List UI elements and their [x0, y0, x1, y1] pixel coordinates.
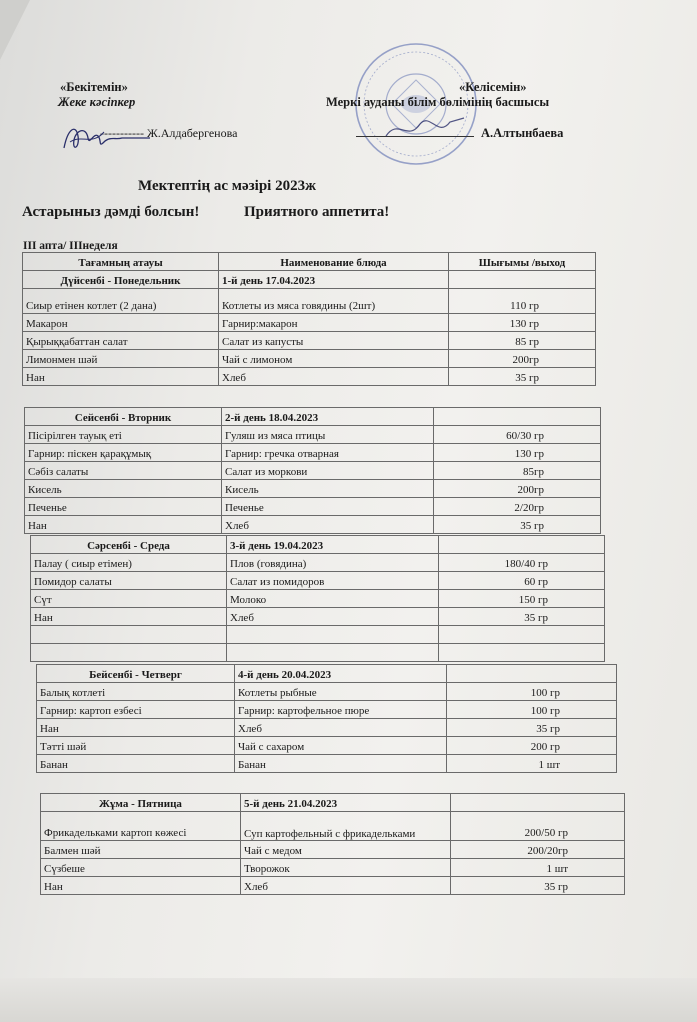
- dish-yield: 35 гр: [447, 719, 617, 737]
- table-row: [41, 859, 625, 877]
- dish-ru: [227, 644, 439, 662]
- table-row: [31, 626, 605, 644]
- dish-kz: Нан: [23, 368, 219, 386]
- dish-kz: Сиыр етінен котлет (2 дана): [23, 289, 219, 314]
- day-date: 1-й день 17.04.2023: [219, 271, 449, 289]
- page-bottom-shadow: [0, 978, 697, 1022]
- dish-kz: Пісірілген тауық еті: [25, 426, 222, 444]
- table-row: [23, 314, 596, 332]
- table-row: [37, 683, 617, 701]
- dish-ru: Хлеб: [219, 368, 449, 386]
- menu-table-wednesday: [30, 535, 605, 662]
- table-row: [41, 877, 625, 895]
- dish-kz: Сүт: [31, 590, 227, 608]
- approve-left-label: «Бекітемін»: [60, 80, 128, 94]
- day-name: Сейсенбі - Вторник: [25, 408, 222, 426]
- dish-yield: 200/50 гр: [451, 812, 625, 841]
- dish-kz: Нан: [31, 608, 227, 626]
- day-empty: [449, 271, 596, 289]
- dish-yield: 1 шт: [447, 755, 617, 773]
- dish-kz: Гарнир: піскен қарақұмық: [25, 444, 222, 462]
- dish-ru: Салат из помидоров: [227, 572, 439, 590]
- table-header-row: [23, 253, 596, 271]
- dish-yield: 2/20гр: [434, 498, 601, 516]
- dish-ru: Гарнир:макарон: [219, 314, 449, 332]
- dish-ru: Банан: [235, 755, 447, 773]
- menu-table-tuesday: [24, 407, 601, 534]
- dish-kz: Балық котлеті: [37, 683, 235, 701]
- day-empty: [434, 408, 601, 426]
- table-row: [23, 332, 596, 350]
- dish-ru: Салат из капусты: [219, 332, 449, 350]
- table-row: [37, 755, 617, 773]
- table-row: [41, 841, 625, 859]
- dish-ru: Суп картофельный с фрикадельками: [241, 812, 451, 841]
- dish-ru: Котлеты рыбные: [235, 683, 447, 701]
- dish-yield: 150 гр: [439, 590, 605, 608]
- dish-ru: Чай с сахаром: [235, 737, 447, 755]
- dish-kz: Нан: [37, 719, 235, 737]
- dish-kz: Тәтті шәй: [37, 737, 235, 755]
- dish-yield: 200/20гр: [451, 841, 625, 859]
- dish-yield: 85гр: [434, 462, 601, 480]
- dish-yield: 130 гр: [434, 444, 601, 462]
- table-row: [25, 516, 601, 534]
- dish-kz: Сүзбеше: [41, 859, 241, 877]
- signature-right: [378, 108, 468, 146]
- dish-kz: Қырыққабаттан салат: [23, 332, 219, 350]
- table-row: [31, 608, 605, 626]
- day-name: Сәрсенбі - Среда: [31, 536, 227, 554]
- dish-yield: 35 гр: [434, 516, 601, 534]
- table-row: [25, 498, 601, 516]
- week-label: III апта/ IIIнеделя: [23, 240, 118, 252]
- dish-yield: 35 гр: [439, 608, 605, 626]
- dish-ru: Чай с лимоном: [219, 350, 449, 368]
- day-header-row: [41, 794, 625, 812]
- dish-ru: Хлеб: [222, 516, 434, 534]
- day-name: Дүйсенбі - Понедельник: [23, 271, 219, 289]
- approve-left-role: Жеке кәсіпкер: [58, 95, 136, 109]
- dish-ru: Кисель: [222, 480, 434, 498]
- dish-kz: Макарон: [23, 314, 219, 332]
- dish-kz: Палау ( сиыр етімен): [31, 554, 227, 572]
- table-row: [25, 462, 601, 480]
- dish-ru: Творожок: [241, 859, 451, 877]
- dish-yield: 100 гр: [447, 683, 617, 701]
- dish-yield: 200гр: [434, 480, 601, 498]
- dish-ru: Гуляш из мяса птицы: [222, 426, 434, 444]
- dish-ru: Молоко: [227, 590, 439, 608]
- table-row: [31, 554, 605, 572]
- day-name: Бейсенбі - Четверг: [37, 665, 235, 683]
- table-row: [37, 719, 617, 737]
- col-header-kz: Тағамның атауы: [23, 253, 219, 271]
- greeting-kz: Астарыныз дәмді болсын!: [22, 204, 200, 220]
- dish-yield: 130 гр: [449, 314, 596, 332]
- dish-ru: Гарнир: картофельное пюре: [235, 701, 447, 719]
- dish-yield: 85 гр: [449, 332, 596, 350]
- day-empty: [439, 536, 605, 554]
- dish-yield: 200гр: [449, 350, 596, 368]
- col-header-ru: Наименование блюда: [219, 253, 449, 271]
- dish-ru: Хлеб: [241, 877, 451, 895]
- day-empty: [447, 665, 617, 683]
- table-row: [37, 737, 617, 755]
- table-row: [25, 426, 601, 444]
- table-row: [31, 572, 605, 590]
- signature-left: [58, 118, 154, 158]
- day-header-row: [25, 408, 601, 426]
- dish-yield: 60/30 гр: [434, 426, 601, 444]
- dish-yield: [439, 644, 605, 662]
- dish-kz: [31, 644, 227, 662]
- table-row: [23, 289, 596, 314]
- dish-kz: Нан: [25, 516, 222, 534]
- dish-ru: Плов (говядина): [227, 554, 439, 572]
- dish-kz: Гарнир: картоп езбесі: [37, 701, 235, 719]
- dish-kz: Нан: [41, 877, 241, 895]
- dish-yield: 1 шт: [451, 859, 625, 877]
- dish-ru: Гарнир: гречка отварная: [222, 444, 434, 462]
- dish-yield: 200 гр: [447, 737, 617, 755]
- day-name: Жұма - Пятница: [41, 794, 241, 812]
- dish-yield: 35 гр: [449, 368, 596, 386]
- menu-table-monday: [22, 252, 596, 386]
- greeting-ru: Приятного аппетита!: [244, 204, 390, 220]
- dish-ru: Салат из моркови: [222, 462, 434, 480]
- table-row: [23, 368, 596, 386]
- approve-right-role: Меркі ауданы білім бөлімінің басшысы: [326, 95, 550, 109]
- dish-ru: Котлеты из мяса говядины (2шт): [219, 289, 449, 314]
- dish-yield: 35 гр: [451, 877, 625, 895]
- dish-yield: [439, 626, 605, 644]
- approve-right-label: «Келісемін»: [459, 80, 527, 94]
- dish-kz: [31, 626, 227, 644]
- col-header-yield: Шығымы /выход: [449, 253, 596, 271]
- day-date: 2-й день 18.04.2023: [222, 408, 434, 426]
- dish-kz: Лимонмен шәй: [23, 350, 219, 368]
- table-row: [31, 590, 605, 608]
- day-date: 4-й день 20.04.2023: [235, 665, 447, 683]
- menu-table-friday: [40, 793, 625, 895]
- table-row: [37, 701, 617, 719]
- dish-ru: Хлеб: [227, 608, 439, 626]
- table-row: [31, 644, 605, 662]
- approve-left-name: ----------- Ж.Алдабергенова: [100, 126, 238, 140]
- dish-kz: Балмен шәй: [41, 841, 241, 859]
- dish-yield: 110 гр: [449, 289, 596, 314]
- dish-ru: Чай с медом: [241, 841, 451, 859]
- dish-kz: Банан: [37, 755, 235, 773]
- dish-yield: 180/40 гр: [439, 554, 605, 572]
- dish-kz: Помидор салаты: [31, 572, 227, 590]
- dish-ru: [227, 626, 439, 644]
- day-date: 5-й день 21.04.2023: [241, 794, 451, 812]
- dish-ru: Печенье: [222, 498, 434, 516]
- table-row: [25, 480, 601, 498]
- dish-kz: Печенье: [25, 498, 222, 516]
- menu-table-thursday: [36, 664, 617, 773]
- day-header-row: [31, 536, 605, 554]
- dish-yield: 100 гр: [447, 701, 617, 719]
- table-row: [23, 350, 596, 368]
- page-title: Мектептің ас мәзірі 2023ж: [138, 178, 316, 194]
- approve-right-name: А.Алтынбаева: [481, 126, 564, 140]
- day-header-row: [23, 271, 596, 289]
- dish-yield: 60 гр: [439, 572, 605, 590]
- day-empty: [451, 794, 625, 812]
- dish-kz: Сәбіз салаты: [25, 462, 222, 480]
- dish-kz: Кисель: [25, 480, 222, 498]
- day-header-row: [37, 665, 617, 683]
- table-row: [41, 812, 625, 841]
- dish-kz: Фрикадельками картоп көжесі: [41, 812, 241, 841]
- table-row: [25, 444, 601, 462]
- day-date: 3-й день 19.04.2023: [227, 536, 439, 554]
- page-corner: [0, 0, 30, 60]
- dish-ru: Хлеб: [235, 719, 447, 737]
